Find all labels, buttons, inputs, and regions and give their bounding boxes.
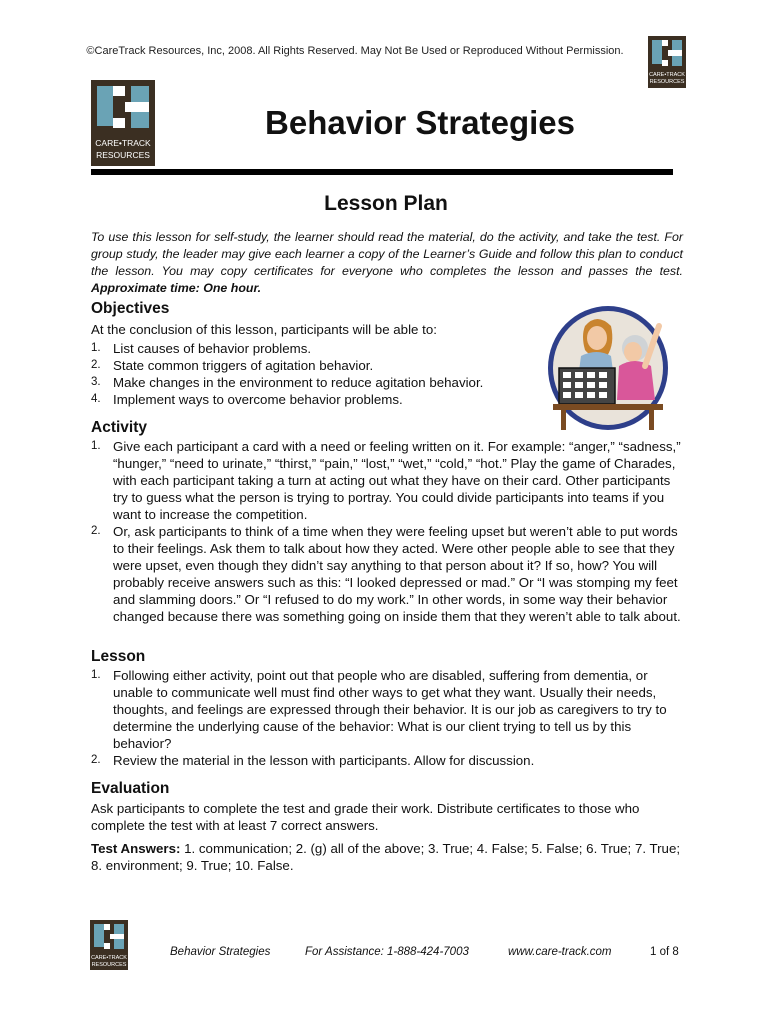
svg-text:CARE•TRACK: CARE•TRACK: [91, 955, 127, 961]
title-divider: [91, 169, 673, 175]
svg-text:RESOURCES: RESOURCES: [96, 150, 150, 160]
lesson-heading: Lesson: [91, 648, 146, 665]
copyright-notice: ©CareTrack Resources, Inc, 2008. All Rights Reserved. May Not Be Used or Reproduced Without Permission.: [86, 45, 624, 57]
care-track-logo-footer: [90, 920, 128, 975]
footer-doc-title: Behavior Strategies: [170, 946, 271, 958]
list-item: 2. Or, ask participants to think of a time when they were feeling upset but weren’t able to put words to their feelings. Ask them to talk about how they acted. Were other people able to see that they were upset, even though they didn’t say anything to that person about it? If so, how? You will probably receive answers such as this: “I looked depressed or mad.” Or “I was stomping my feet and slamming doors.” Or “I refused to do my work.” In other words, in some way their behavior changed because there was something going on inside them that they weren’t able to talk about.: [91, 524, 681, 624]
list-item: 2. Review the material in the lesson with participants. Allow for discussion.: [91, 753, 535, 768]
caregiver-illustration: [545, 296, 671, 441]
list-item: 4. Implement ways to overcome behavior problems.: [91, 392, 403, 407]
evaluation-text: Ask participants to complete the test and grade their work. Distribute certificates to those who complete the test with at least 7 correct answers.: [91, 801, 640, 833]
footer-assistance: For Assistance: 1-888-424-7003: [305, 946, 469, 958]
list-item: 1. List causes of behavior problems.: [91, 341, 312, 356]
lesson-list: [91, 667, 683, 769]
page-title: Behavior Strategies: [265, 104, 575, 141]
approximate-time: Approximate time: One hour.: [91, 281, 262, 295]
objectives-heading: Objectives: [91, 300, 170, 317]
list-item: 1. Following either activity, point out that people who are disabled, suffering from dementia, or unable to communicate well must find other ways to get what they want. Usually their needs, thoughts, and feelings are expressed through their behavior. It is our job as caregivers to try to determine the underlying cause of the behavior: What is our client trying to tell us by this behavior?: [91, 668, 667, 751]
objectives-list: [91, 340, 551, 408]
svg-text:CARE•TRACK: CARE•TRACK: [95, 138, 151, 148]
page-subtitle: Lesson Plan: [324, 192, 448, 215]
footer-website[interactable]: www.care-track.com: [508, 946, 612, 958]
svg-text:RESOURCES: RESOURCES: [649, 79, 685, 85]
care-track-logo-small: [648, 36, 686, 93]
objectives-lead: At the conclusion of this lesson, participants will be able to:: [91, 322, 437, 337]
svg-text:RESOURCES: RESOURCES: [91, 962, 127, 968]
evaluation-heading: Evaluation: [91, 780, 170, 797]
svg-text:CARE•TRACK: CARE•TRACK: [649, 72, 685, 78]
activity-heading: Activity: [91, 419, 147, 436]
activity-list: [91, 438, 683, 625]
list-item: 3. Make changes in the environment to reduce agitation behavior.: [91, 375, 484, 390]
footer-page-number: 1 of 8: [650, 946, 679, 958]
test-answers-label: Test Answers:: [91, 841, 181, 856]
list-item: 2. State common triggers of agitation behavior.: [91, 358, 374, 373]
list-item: 1. Give each participant a card with a need or feeling written on it. For example: “anger,” “sadness,” “hunger,” “need to urinate,” “thirst,” “pain,” “lost,” “wet,” “cold,” “hot.” Play the game of Charades, with each participant taking a turn at acting out what they have on their card. Other participants try to guess what the person is trying to portray. You could divide participants into teams if you want to increase the competition.: [91, 439, 681, 522]
care-track-logo: [91, 80, 155, 171]
test-answers: Test Answers: 1. communication; 2. (g) all of the above; 3. True; 4. False; 5. False; 6. True; 7. True; 8. environment; 9. True; 10. False.: [91, 841, 681, 873]
intro-paragraph: To use this lesson for self-study, the learner should read the material, do the activity, and take the test. For group study, the leader may give each learner a copy of the Learner’s Guide and follow this plan to conduct the lesson. You may copy certificates for everyone who completes the lesson and passes the test. Approximate time: One hour.: [91, 230, 683, 295]
